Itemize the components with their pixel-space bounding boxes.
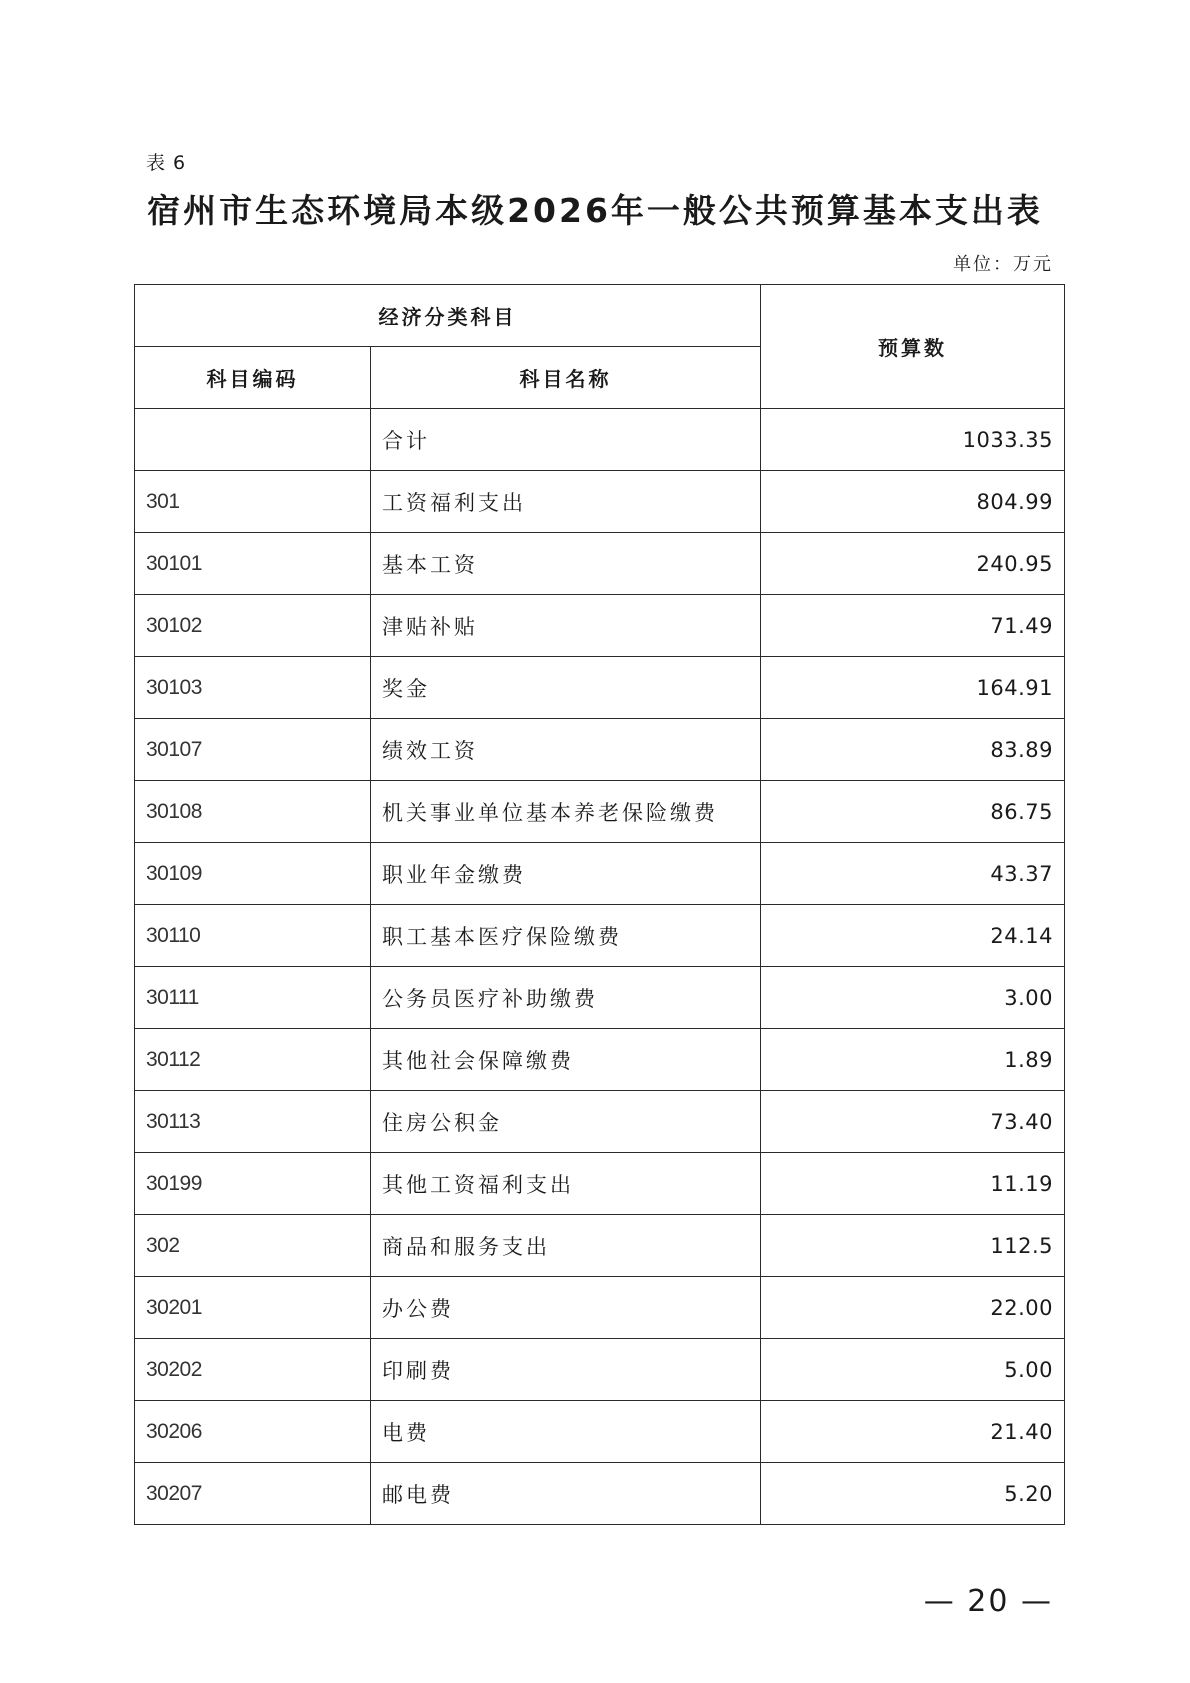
subject-code-cell: 30201 [135,1277,371,1339]
subject-code-cell: 30112 [135,1029,371,1091]
subject-name-cell: 绩效工资 [371,719,761,781]
budget-amount-cell: 83.89 [761,719,1065,781]
subject-name-cell: 工资福利支出 [371,471,761,533]
budget-amount-cell: 804.99 [761,471,1065,533]
table-row [135,967,1065,1029]
budget-amount-cell: 112.5 [761,1215,1065,1277]
subject-code-cell: 30103 [135,657,371,719]
budget-amount-cell: 71.49 [761,595,1065,657]
subject-code-cell: 30101 [135,533,371,595]
budget-amount-cell: 5.20 [761,1463,1065,1525]
unit-label: 单位：万元 [953,254,1053,275]
table-row [135,657,1065,719]
subject-name-cell: 印刷费 [371,1339,761,1401]
header-economic-classification: 经济分类科目 [135,285,761,347]
budget-amount-cell: 21.40 [761,1401,1065,1463]
table-body [135,409,1065,1525]
table-row [135,1463,1065,1525]
budget-amount-cell: 5.00 [761,1339,1065,1401]
subject-code-cell: 30107 [135,719,371,781]
table-row [135,1339,1065,1401]
subject-code-cell [135,409,371,471]
table-row [135,471,1065,533]
budget-amount-cell: 1033.35 [761,409,1065,471]
subject-name-cell: 办公费 [371,1277,761,1339]
subject-name-cell: 津贴补贴 [371,595,761,657]
table-row [135,1153,1065,1215]
table-label: 表 6 [146,152,187,174]
subject-name-cell: 其他社会保障缴费 [371,1029,761,1091]
budget-amount-cell: 86.75 [761,781,1065,843]
subject-name-cell: 住房公积金 [371,1091,761,1153]
subject-name-cell: 职工基本医疗保险缴费 [371,905,761,967]
subject-name-cell: 邮电费 [371,1463,761,1525]
table-row [135,1215,1065,1277]
subject-code-cell: 30109 [135,843,371,905]
budget-amount-cell: 1.89 [761,1029,1065,1091]
subject-code-cell: 30111 [135,967,371,1029]
subject-code-cell: 30108 [135,781,371,843]
subject-name-cell: 合计 [371,409,761,471]
subject-name-cell: 基本工资 [371,533,761,595]
budget-amount-cell: 24.14 [761,905,1065,967]
budget-amount-cell: 3.00 [761,967,1065,1029]
budget-amount-cell: 22.00 [761,1277,1065,1339]
subject-name-cell: 商品和服务支出 [371,1215,761,1277]
subject-name-cell: 其他工资福利支出 [371,1153,761,1215]
table-row [135,595,1065,657]
subject-name-cell: 公务员医疗补助缴费 [371,967,761,1029]
subject-code-cell: 302 [135,1215,371,1277]
table-row [135,1029,1065,1091]
table-row [135,719,1065,781]
table-row [135,781,1065,843]
table-row [135,905,1065,967]
subject-code-cell: 301 [135,471,371,533]
subject-code-cell: 30202 [135,1339,371,1401]
table-row [135,1091,1065,1153]
subject-code-cell: 30207 [135,1463,371,1525]
page-number: — 20 — [923,1584,1053,1619]
subject-name-cell: 奖金 [371,657,761,719]
header-subject-code: 科目编码 [135,347,371,409]
page-title: 宿州市生态环境局本级2026年一般公共预算基本支出表 [147,191,1043,230]
budget-amount-cell: 11.19 [761,1153,1065,1215]
subject-name-cell: 电费 [371,1401,761,1463]
budget-amount-cell: 43.37 [761,843,1065,905]
budget-amount-cell: 73.40 [761,1091,1065,1153]
subject-code-cell: 30102 [135,595,371,657]
subject-code-cell: 30113 [135,1091,371,1153]
table-row [135,843,1065,905]
table-row [135,1277,1065,1339]
budget-table [134,284,1065,1525]
subject-code-cell: 30199 [135,1153,371,1215]
subject-name-cell: 机关事业单位基本养老保险缴费 [371,781,761,843]
budget-amount-cell: 240.95 [761,533,1065,595]
budget-amount-cell: 164.91 [761,657,1065,719]
subject-code-cell: 30206 [135,1401,371,1463]
subject-code-cell: 30110 [135,905,371,967]
table-row [135,1401,1065,1463]
header-row-group [135,285,1065,347]
table-row [135,409,1065,471]
subject-name-cell: 职业年金缴费 [371,843,761,905]
header-subject-name: 科目名称 [371,347,761,409]
header-budget-amount: 预算数 [761,285,1065,409]
table-row [135,533,1065,595]
